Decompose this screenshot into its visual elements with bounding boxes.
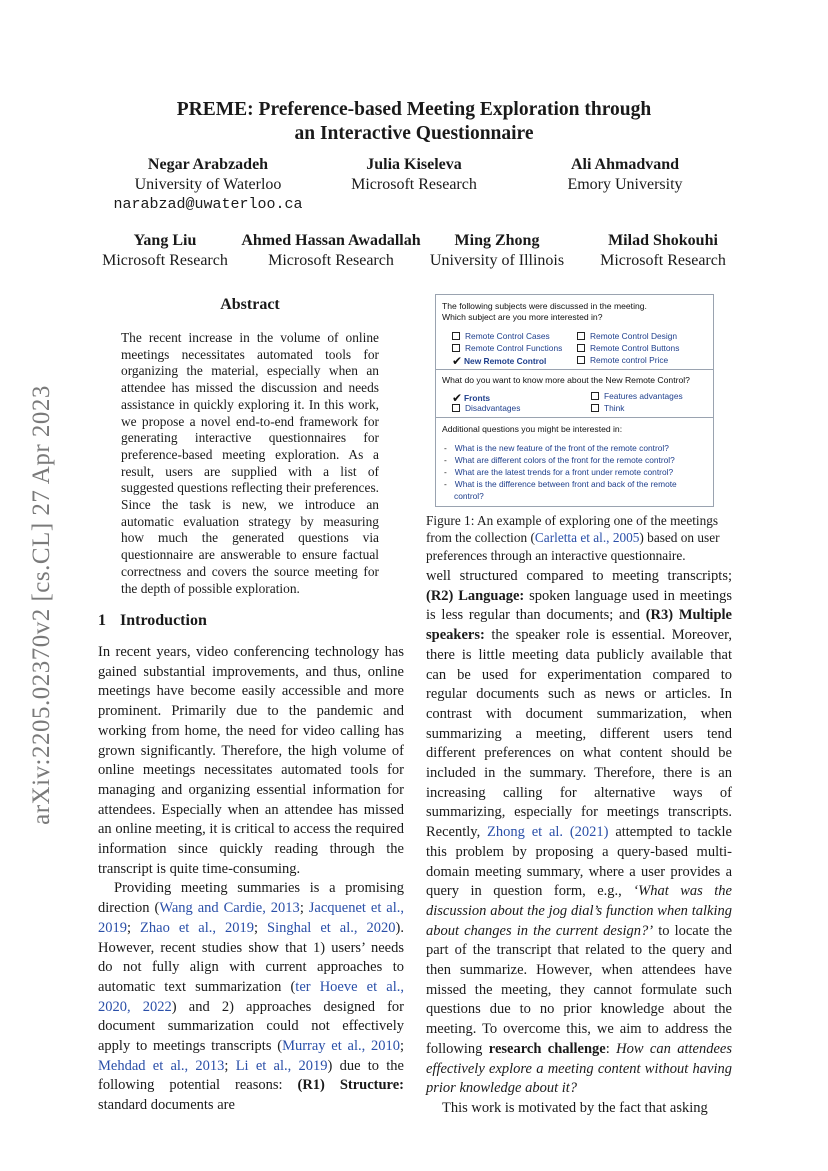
figure-questionnaire bbox=[435, 294, 714, 507]
checkbox-icon bbox=[577, 344, 585, 352]
checkbox-icon bbox=[577, 332, 585, 340]
figure-option-selected: ✔ Fronts bbox=[452, 391, 491, 405]
checkbox-icon bbox=[577, 356, 585, 364]
citation-link[interactable]: Zhao et al., 2019 bbox=[140, 919, 254, 936]
figure-question-2: What do you want to know more about the New Remote Control? bbox=[442, 375, 690, 385]
figure-suggested-question: control? bbox=[454, 491, 484, 501]
author-email: narabzad@uwaterloo.ca bbox=[113, 196, 303, 213]
checkmark-icon: ✔ bbox=[452, 391, 463, 405]
citation-link[interactable]: Zhong et al. (2021) bbox=[487, 824, 609, 841]
figure-divider bbox=[436, 369, 713, 370]
checkbox-icon bbox=[591, 404, 599, 412]
checkbox-icon bbox=[591, 392, 599, 400]
paper-title: PREME: Preference-based Meeting Exploration through an Interactive Questionnaire bbox=[176, 99, 652, 144]
author-block: Ming Zhong University of Illinois bbox=[429, 232, 565, 269]
citation-link[interactable]: Wang and Cardie, 2013 bbox=[159, 900, 300, 917]
figure-question-1: Which subject are you more interested in? bbox=[442, 312, 603, 322]
figure-option: Disadvantages bbox=[452, 403, 520, 413]
author-block: Milad Shokouhi Microsoft Research bbox=[600, 232, 726, 269]
citation-link[interactable]: Mehdad et al., 2013 bbox=[98, 1057, 225, 1074]
figure-caption: Figure 1: An example of exploring one of the meetings from the collection (Carletta et al., 2005) based on user preferences through an interactive questionnaire. bbox=[426, 513, 720, 563]
checkbox-icon bbox=[452, 344, 460, 352]
figure-option-selected: ✔ New Remote Control bbox=[452, 354, 547, 368]
author-block: Negar Arabzadeh University of Waterloo narabzad@uwaterloo.ca bbox=[98, 155, 318, 215]
figure-divider bbox=[436, 417, 713, 418]
author-block: Ahmed Hassan Awadallah Microsoft Research bbox=[241, 232, 421, 269]
citation-link[interactable]: ter Hoeve et al., 2020, 2022 bbox=[98, 978, 404, 1015]
figure-option: Features advantages bbox=[591, 391, 683, 401]
author-block: Julia Kiseleva Microsoft Research bbox=[351, 156, 477, 193]
citation-link[interactable]: Carletta et al., 2005 bbox=[534, 530, 640, 546]
section-heading: 1 Introduction bbox=[98, 612, 207, 629]
intro-right-column bbox=[426, 567, 732, 1119]
abstract-body: The recent increase in the volume of online meetings necessitates automated tools for organizing the material, especially when an attendee has missed the discussion and needs assistance in quickly exploring it. In this work, we propose a novel end-to-end framework for generating interactive questionnaires for preference-based meeting exploration. As a result, users are supplied with a list of suggested questions reflecting their preferences. Since the task is new, we introduce an automatic evaluation strategy by measuring how much the generated questions via questionnaire are answerable to ensure factual correctness and covers the source meeting for the depth of possible exploration. bbox=[121, 330, 379, 596]
intro-paragraph: well structured compared to meeting transcripts; (R2) Language: spoken language used in meetings is less regular than documents; and (R3) Multiple speakers: the speaker role is essential. Moreover, there is little meeting data publicly available that can be used for experimentation compared to regular documents such as news or articles. In contrast with document summarization, when summarizing a meeting, different users tend different preferences on what content should be included in the summary. Therefore, there is an increasing calling for alternative ways of summarizing, especially for meetings transcripts. Recently, Zhong et al. (2021) attempted to tackle this problem by proposing a query-based multi-domain meeting summary, where a user provides a query in question form, e.g., ‘What was the discussion about the jog dial’s function when talking about changes in the current design?’ to locate the part of the transcript that related to the query and then summarize. However, when attendees have missed the meeting, they cannot formulate such questions due to no prior knowledge about the meeting. To overcome this, we aim to address the following research challenge: How can attendees effectively explore a meeting content without having prior knowledge about it? bbox=[426, 568, 733, 1097]
intro-paragraph: This work is motivated by the fact that asking bbox=[442, 1099, 708, 1116]
figure-option: Remote Control Cases bbox=[452, 331, 550, 341]
author-block: Yang Liu Microsoft Research bbox=[102, 232, 228, 269]
figure-suggested-question: - What is the new feature of the front of the remote control? bbox=[444, 443, 669, 453]
citation-link[interactable]: Singhal et al., 2020 bbox=[267, 919, 396, 936]
citation-link[interactable]: Murray et al., 2010 bbox=[282, 1038, 400, 1055]
intro-paragraph: In recent years, video conferencing technology has gained substantial improvements, and thus, online meetings have become easily accessible and more prominent. Primarily due to the pandemic and working from home, the need for video calling has grown significantly. Therefore, the high volume of online meetings necessitates automated tools for managing and organizing essential information for attendees. Especially when an attendee has missed an online meeting, it is critical to access the required information since quickly reading through the transcript is quite time-consuming. bbox=[98, 644, 404, 877]
intro-paragraph: Providing meeting summaries is a promising direction (Wang and Cardie, 2013; Jacquenet et al., 2019; Zhao et al., 2019; Singhal et al., 2020). However, recent studies show that 1) users’ needs do not fully align with current approaches to automatic text summarization (ter Hoeve et al., 2020, 2022) and 2) approaches designed for document summarization could not effectively apply to meetings transcripts (Murray et al., 2010; Mehdad et al., 2013; Li et al., 2019) due to the following potential reasons: (R1) Structure: standard documents are bbox=[98, 880, 405, 1114]
figure-option: Remote Control Design bbox=[577, 331, 677, 341]
checkmark-icon: ✔ bbox=[452, 354, 463, 368]
intro-left-column bbox=[98, 643, 404, 1116]
figure-question-3: Additional questions you might be interested in: bbox=[442, 424, 623, 434]
checkbox-icon bbox=[452, 332, 460, 340]
figure-option: Remote Control Buttons bbox=[577, 343, 679, 353]
figure-suggested-question: - What is the difference between front and back of the remote bbox=[444, 479, 677, 489]
abstract-heading: Abstract bbox=[220, 296, 280, 313]
arxiv-identifier: arXiv:2205.02370v2 [cs.CL] 27 Apr 2023 bbox=[28, 385, 55, 825]
checkbox-icon bbox=[452, 404, 460, 412]
citation-link[interactable]: Li et al., 2019 bbox=[235, 1057, 328, 1074]
figure-question-1: The following subjects were discussed in the meeting. bbox=[442, 301, 647, 311]
citation-link[interactable]: Jacquenet et al., 2019 bbox=[98, 900, 405, 936]
figure-suggested-question: - What are the latest trends for a front under remote control? bbox=[444, 467, 674, 477]
figure-option: Remote Control Functions bbox=[452, 343, 562, 353]
figure-suggested-question: - What are different colors of the front for the remote control? bbox=[444, 455, 675, 465]
figure-option: Think bbox=[591, 403, 624, 413]
author-block: Ali Ahmadvand Emory University bbox=[567, 156, 683, 193]
figure-option: Remote control Price bbox=[577, 355, 668, 365]
